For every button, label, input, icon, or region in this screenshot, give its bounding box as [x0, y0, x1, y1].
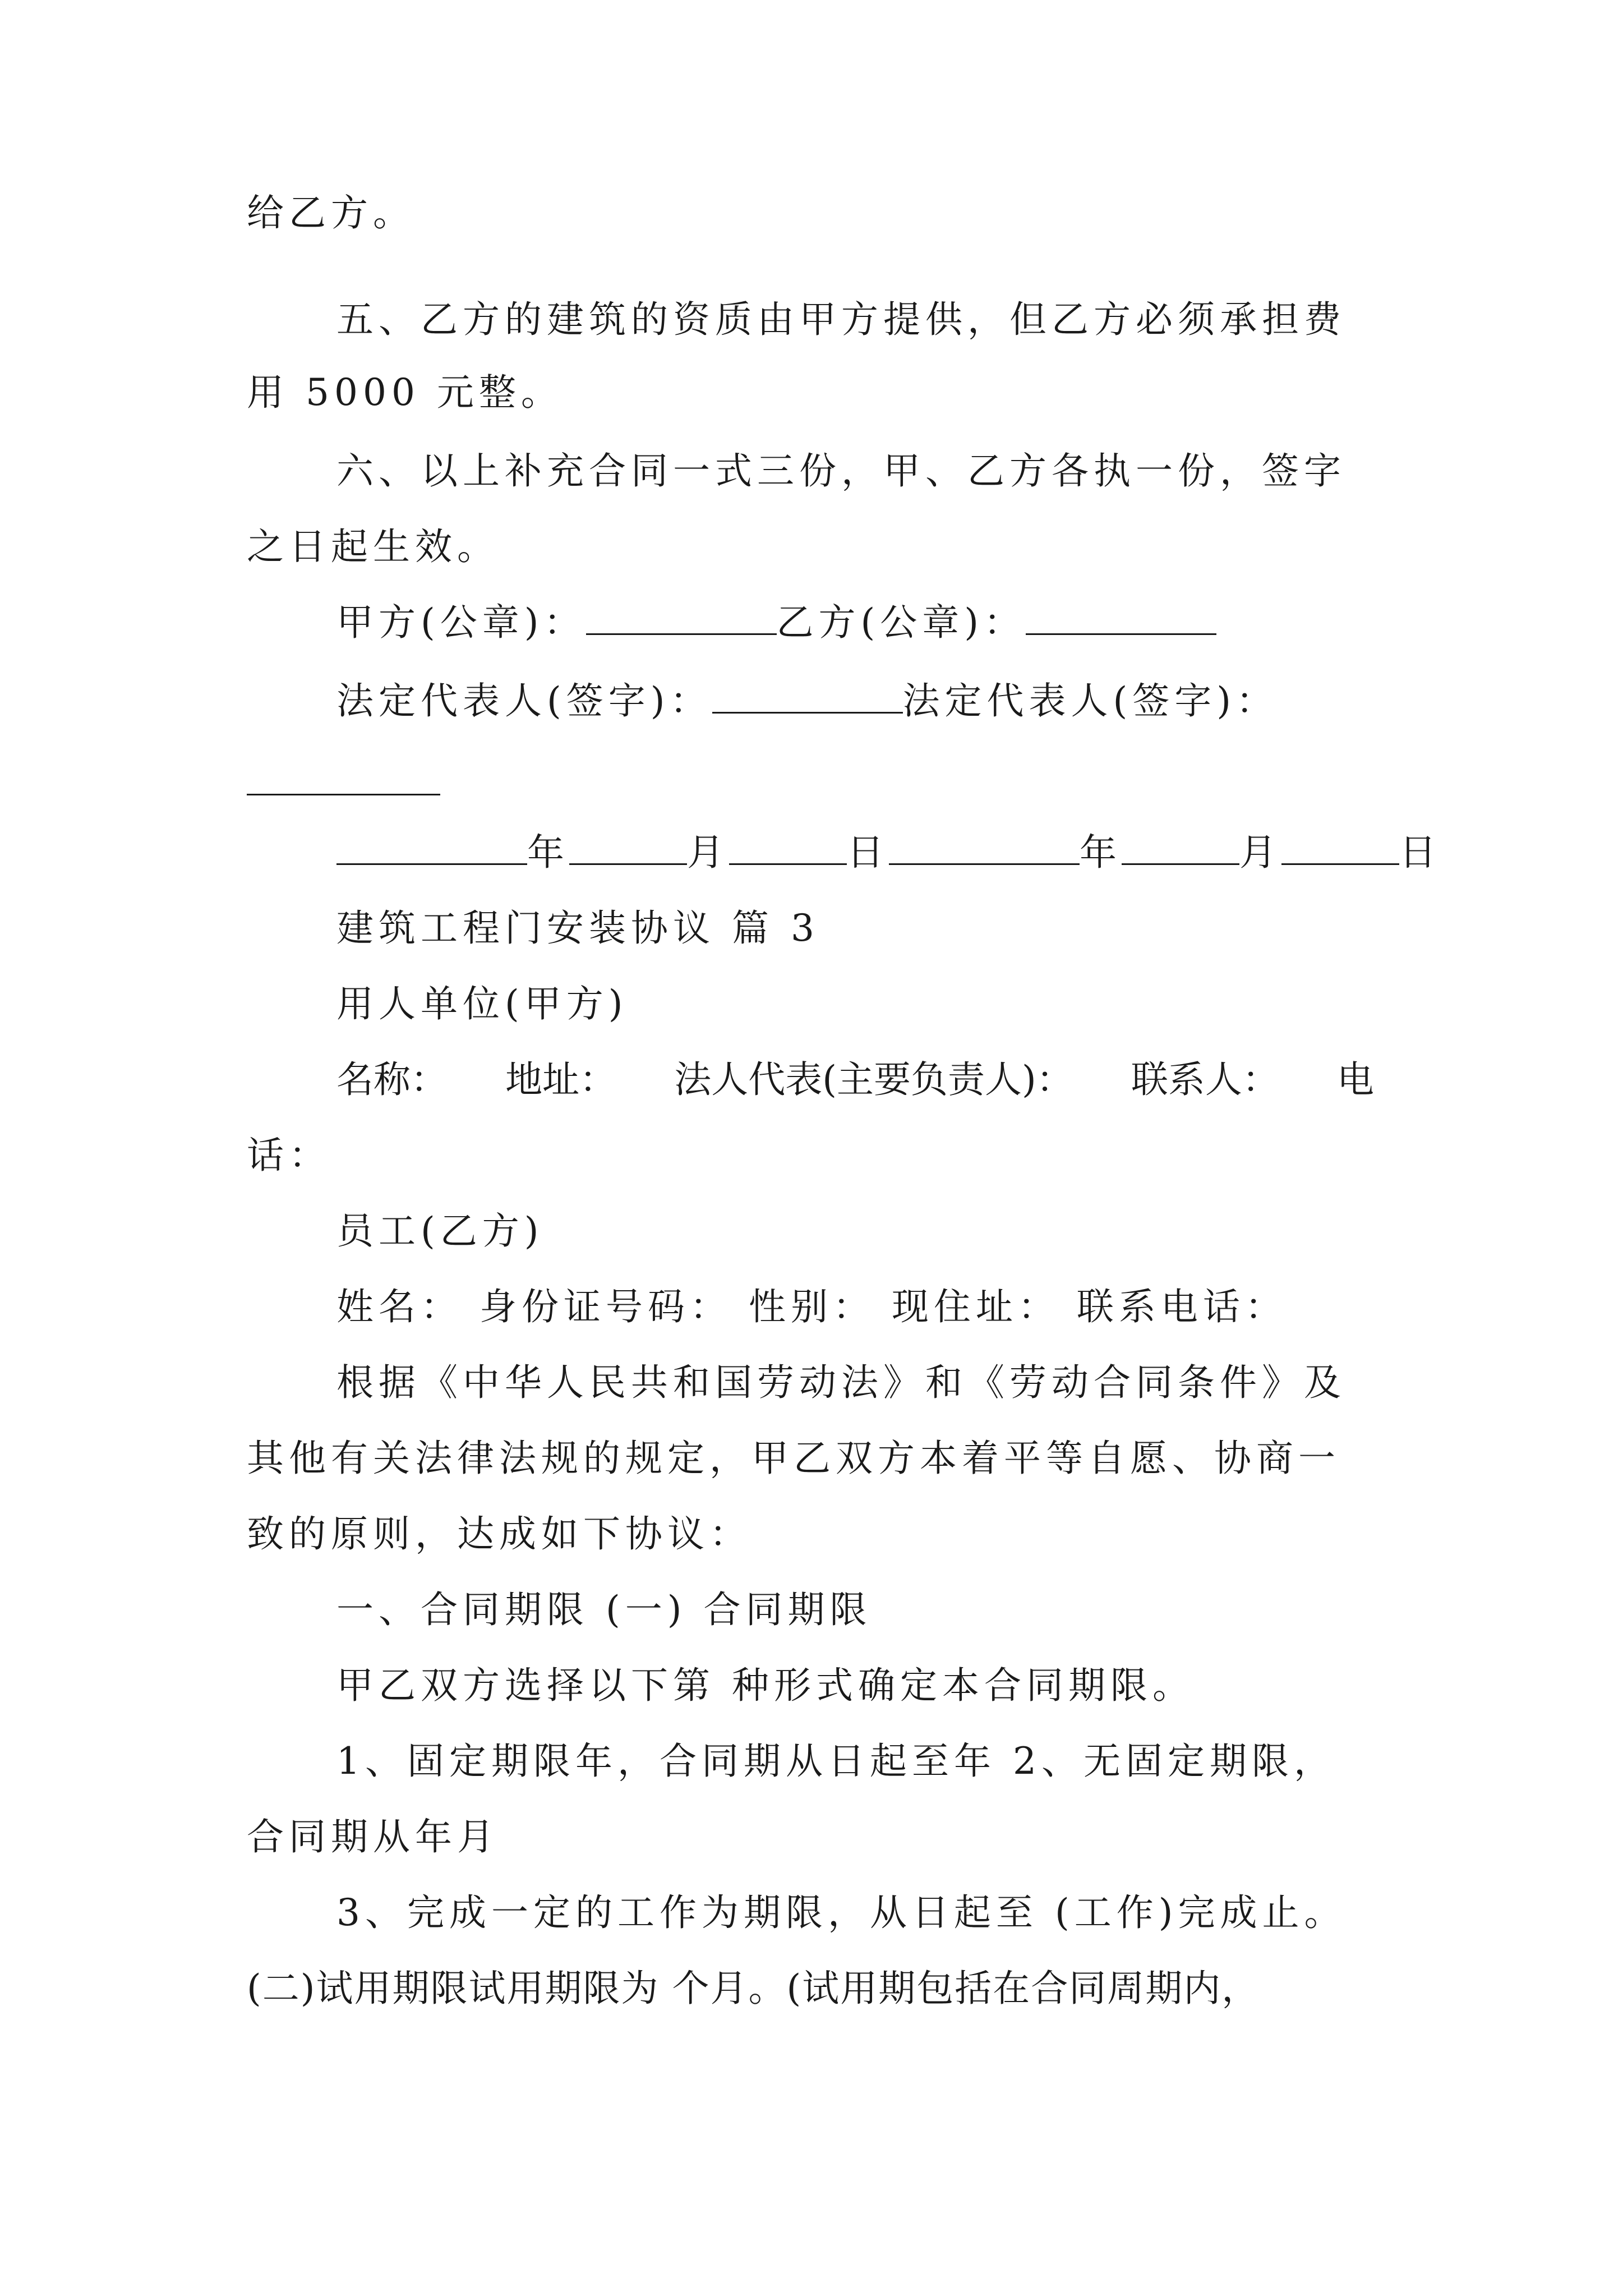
- month-blank: [1122, 829, 1239, 865]
- party-b-representative-blank: [247, 794, 440, 795]
- text-line: 五、乙方的建筑的资质由甲方提供，但乙方必须承担费: [336, 298, 1346, 341]
- party-b-seal-label: 乙方(公章)：: [776, 601, 1026, 644]
- field-label: 电: [1337, 1058, 1374, 1101]
- text-line: 六、以上补充合同一式三份，甲、乙方各执一份，签字: [336, 449, 1346, 493]
- field-label: 名称：: [336, 1058, 448, 1101]
- month-blank: [569, 829, 687, 865]
- party-a-representative-label: 法定代表人(签字)：: [336, 679, 712, 723]
- text-line: 1、固定期限年，合同期从日起至年 2、无固定期限，: [336, 1740, 1336, 1783]
- text-line: 员工(乙方): [336, 1209, 544, 1253]
- party-a-seal-label: 甲方(公章)：: [336, 601, 586, 644]
- clause-heading: 一、合同期限 (一) 合同期限: [336, 1588, 872, 1631]
- section-heading: 建筑工程门安装协议 篇 3: [336, 907, 819, 950]
- year-label: 年: [1080, 831, 1122, 874]
- date-line: [336, 827, 1441, 878]
- text-line: 致的原则，达成如下协议：: [247, 1512, 751, 1556]
- employer-fields-line: [336, 1055, 1374, 1105]
- party-a-seal-blank: [586, 599, 777, 635]
- day-label: 日: [847, 831, 889, 874]
- day-blank: [729, 829, 847, 865]
- day-blank: [1281, 829, 1399, 865]
- text-line: (二)试用期限试用期限为 个月。(试用期包括在合同周期内，: [247, 1967, 1260, 2010]
- text-line: 根据《中华人民共和国劳动法》和《劳动合同条件》及: [336, 1361, 1346, 1404]
- employee-fields-line: 姓名： 身份证号码： 性别： 现住址： 联系电话：: [336, 1285, 1287, 1328]
- text-line: 合同期从年月: [247, 1815, 499, 1858]
- day-label: 日: [1399, 831, 1441, 874]
- year-label: 年: [527, 831, 569, 874]
- year-blank: [336, 829, 527, 865]
- field-label: 联系人：: [1131, 1058, 1279, 1101]
- text-line: 甲乙双方选择以下第 种形式确定本合同期限。: [336, 1664, 1195, 1707]
- text-line: 用人单位(甲方): [336, 982, 628, 1025]
- year-blank: [889, 829, 1080, 865]
- field-label: 地址：: [505, 1058, 617, 1101]
- signature-line-seal: [336, 597, 1216, 648]
- text-line: 话：: [247, 1134, 331, 1177]
- text-line: 3、完成一定的工作为期限，从日起至 (工作)完成止。: [336, 1891, 1347, 1934]
- month-label: 月: [1239, 831, 1281, 874]
- text-line: 给乙方。: [247, 191, 415, 234]
- month-label: 月: [687, 831, 729, 874]
- party-a-representative-blank: [712, 677, 903, 714]
- text-line: 其他有关法律法规的规定，甲乙双方本着平等自愿、协商一: [247, 1437, 1340, 1480]
- party-b-seal-blank: [1026, 599, 1216, 635]
- text-line: 用 5000 元整。: [247, 371, 563, 414]
- text-line: 之日起生效。: [247, 525, 499, 568]
- field-label: 法人代表(主要负责人)：: [674, 1058, 1073, 1101]
- signature-line-representative: [336, 676, 1278, 726]
- party-b-representative-label: 法定代表人(签字)：: [902, 679, 1278, 723]
